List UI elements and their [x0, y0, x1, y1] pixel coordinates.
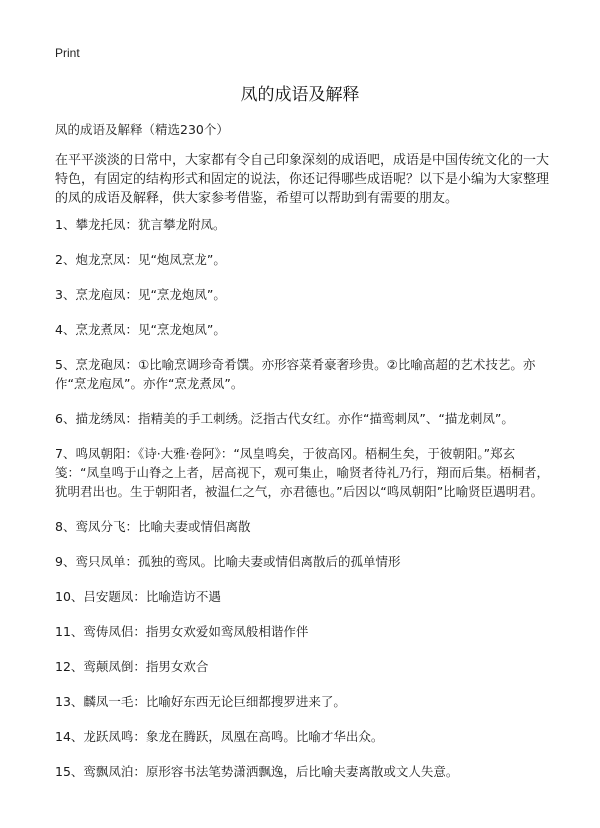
print-label: Print: [55, 46, 80, 60]
idiom-entry-2: 2、炮龙烹凤：见“炮凤烹龙”。: [55, 252, 226, 267]
idiom-entry-9: 9、鸾只凤单：孤独的鸾凤。比喻夫妻或情侣离散后的孤单情形: [55, 554, 401, 569]
idiom-entry-1: 1、攀龙托凤：犹言攀龙附凤。: [55, 217, 226, 232]
idiom-entry-11: 11、鸾俦凤侣：指男女欢爱如鸾凤般相谐作伴: [55, 624, 309, 639]
idiom-entry-14: 14、龙跃凤鸣：象龙在腾跃，凤凰在高鸣。比喻才华出众。: [55, 729, 384, 744]
idiom-entry-13: 13、麟凤一毛：比喻好东西无论巨细都搜罗进来了。: [55, 694, 346, 709]
idiom-entry-6: 6、描龙绣凤：指精美的手工刺绣。泛指古代女红。亦作“描鸾刺凤”、“描龙刺凤”。: [55, 411, 514, 426]
idiom-entry-3: 3、烹龙庖凤：见“烹龙炮凤”。: [55, 287, 226, 302]
idiom-entry-4: 4、烹龙煮凤：见“烹龙炮凤”。: [55, 322, 226, 337]
idiom-entry-12: 12、鸾颠凤倒：指男女欢合: [55, 659, 209, 674]
idiom-entry-10: 10、吕安题凤：比喻造访不遇: [55, 589, 221, 604]
idiom-entry-7: 7、鸣凤朝阳：《诗·大雅·卷阿》：“凤皇鸣矣，于彼高冈。梧桐生矣，于彼朝阳。”郑玄笺：“凤皇鸣于山脊之上者，居高视下，观可集止，喻贤者待礼乃行，翔而后集。梧桐者，犹明君出也。生于朝阳者，被温仁之气，亦君德也。”后因以“鸣凤朝阳”比喻贤臣遇明君。: [55, 446, 549, 499]
idiom-entry-8: 8、鸾凤分飞：比喻夫妻或情侣离散: [55, 519, 251, 534]
document-subtitle: 凤的成语及解释（精选230个）: [55, 122, 229, 137]
intro-paragraph: 在平平淡淡的日常中，大家都有令自己印象深刻的成语吧，成语是中国传统文化的一大特色，有固定的结构形式和固定的说法，你还记得哪些成语呢？以下是小编为大家整理的凤的成语及解释，供大家参考借鉴，希望可以帮助到有需要的朋友。: [55, 153, 550, 206]
idiom-entry-5: 5、烹龙砲凤：①比喻烹调珍奇肴馔。亦形容菜肴豪奢珍贵。②比喻高超的艺术技艺。亦作“烹龙庖凤”。亦作“烹龙煮凤”。: [55, 357, 536, 391]
document-title: 凤的成语及解释: [240, 85, 360, 105]
idiom-entry-15: 15、鸾飘凤泊：原形容书法笔势潇洒飘逸，后比喻夫妻离散或文人失意。: [55, 764, 459, 779]
idiom-list: [55, 215, 555, 797]
